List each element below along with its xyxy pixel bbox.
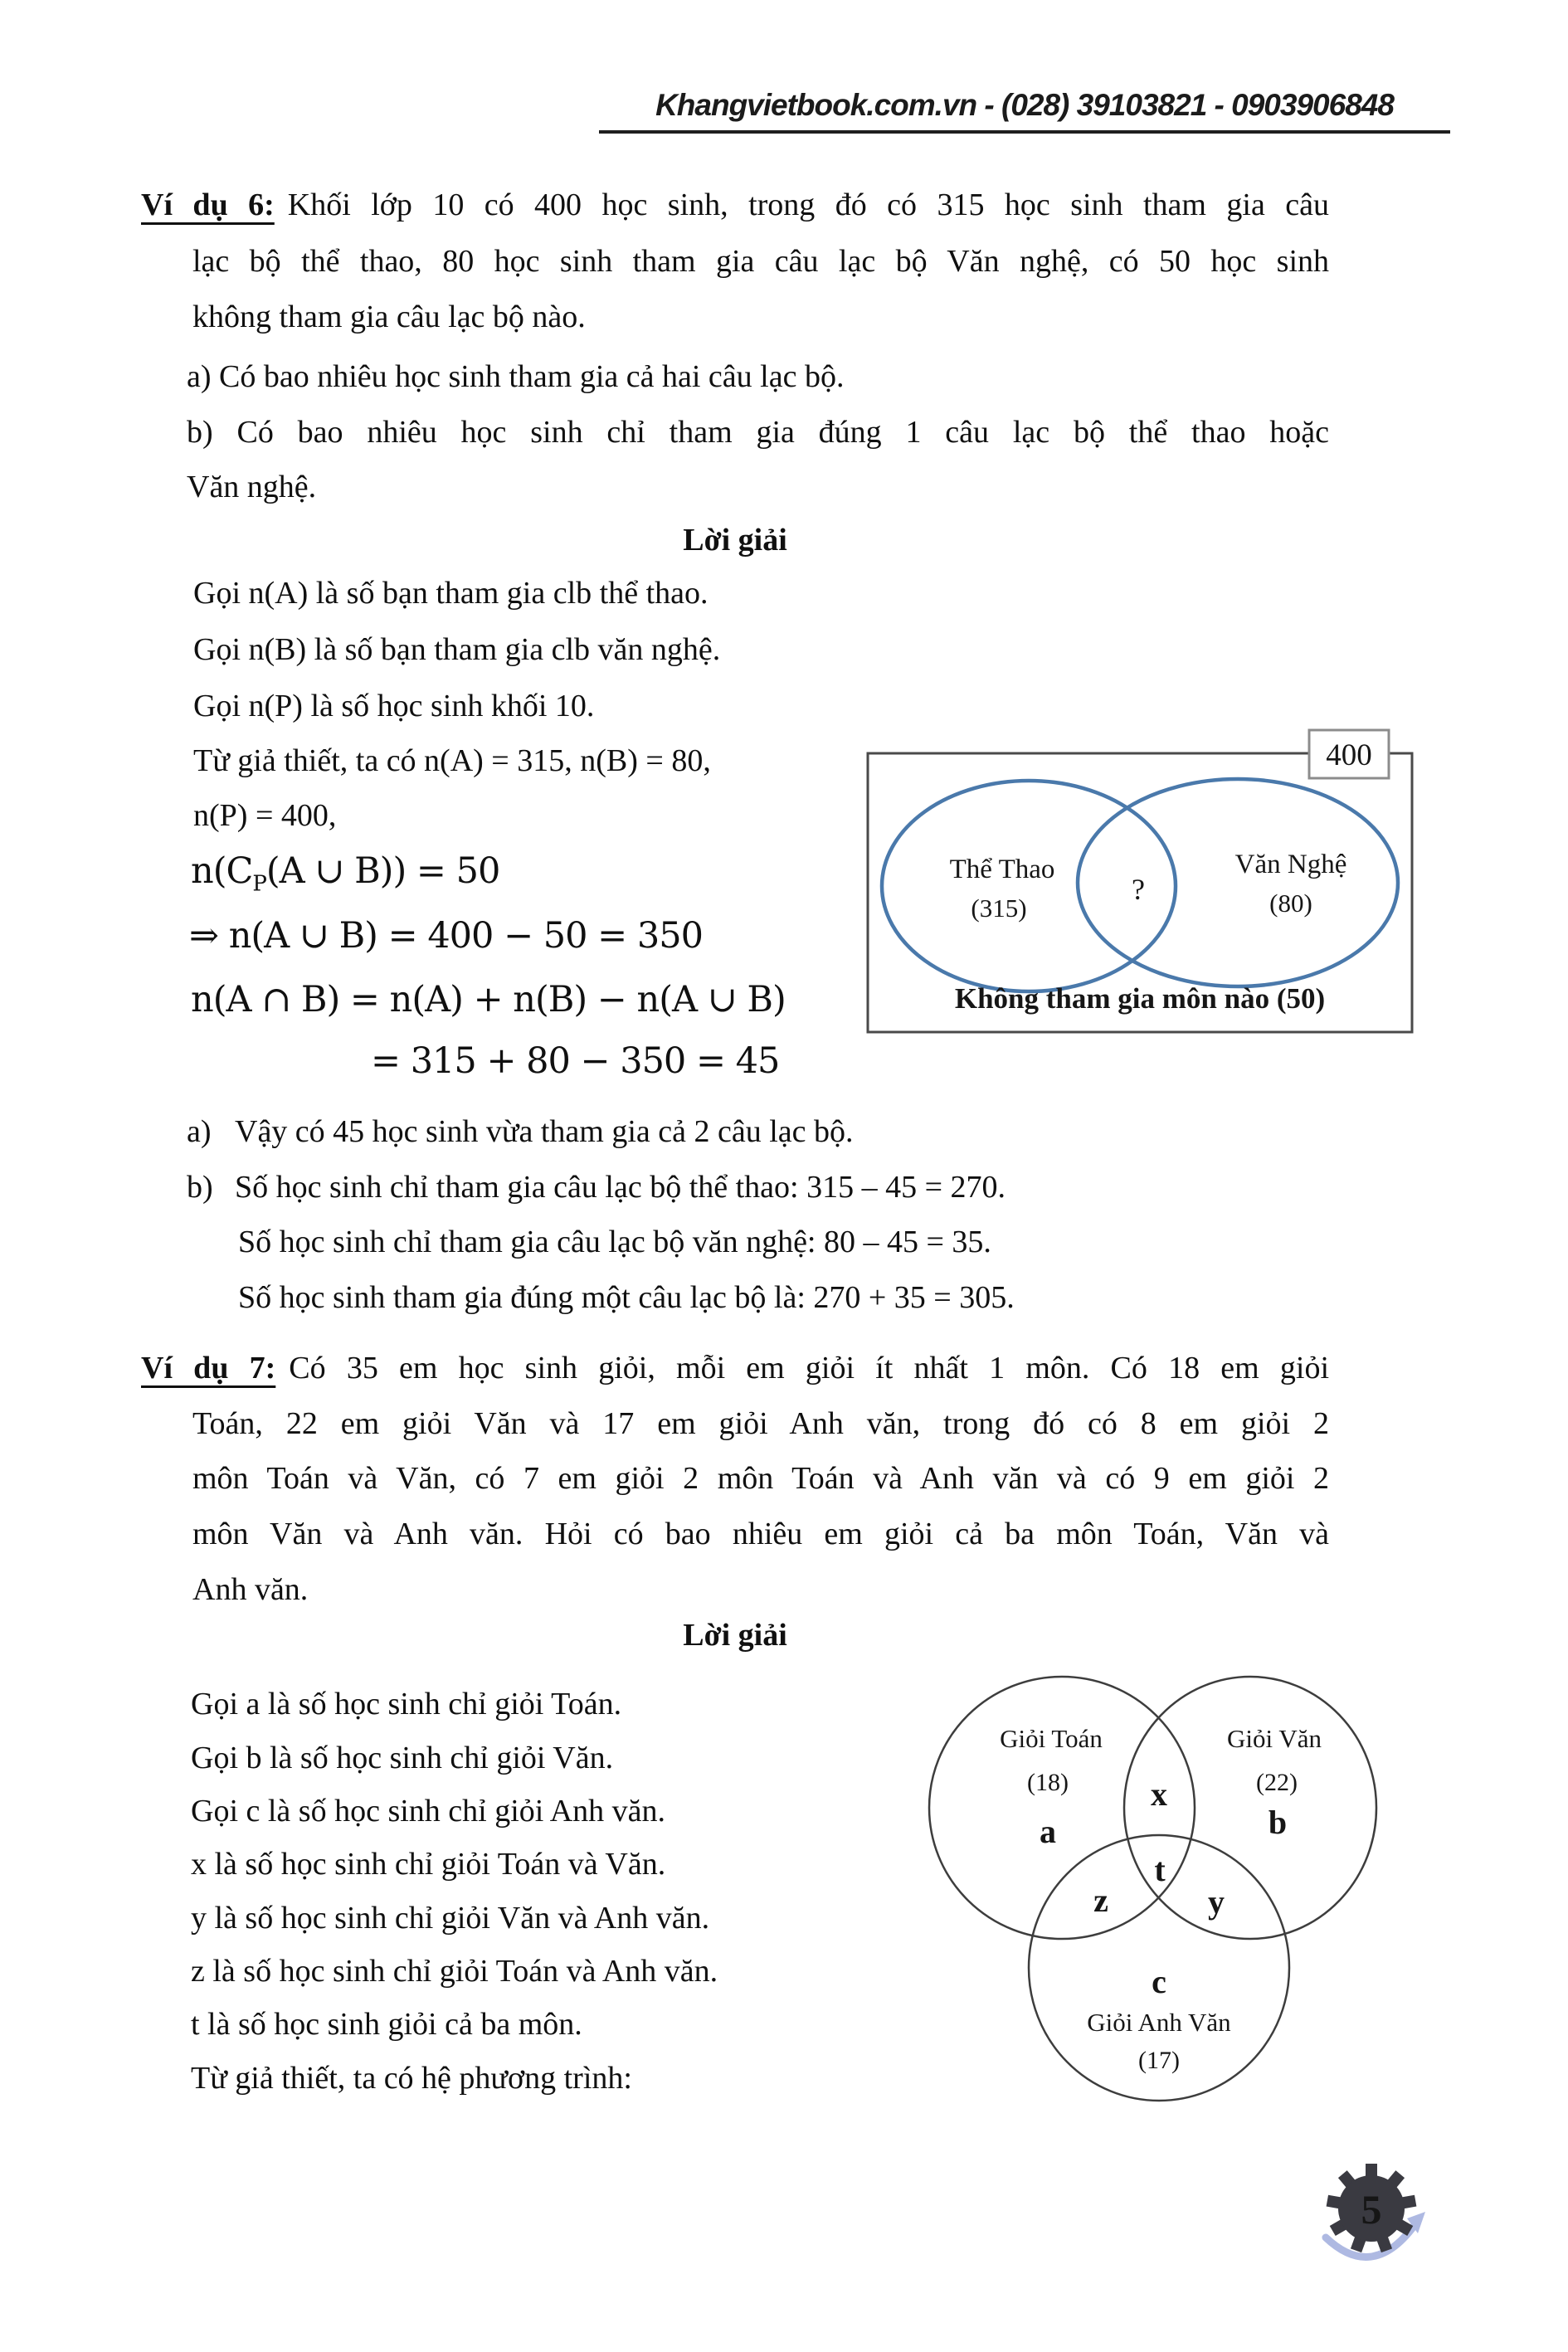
example6-item-b-cont: Văn nghệ. xyxy=(187,470,317,504)
example6-label: Ví dụ 6: xyxy=(141,187,275,222)
venn7-topright-count: (22) xyxy=(1256,1769,1298,1796)
solution6-result-b xyxy=(187,1168,1006,1206)
venn-diagram-two-sets xyxy=(863,723,1420,1042)
solution6-line: Từ giả thiết, ta có n(A) = 315, n(B) = 80, xyxy=(193,743,711,778)
solution7-line: Gọi a là số học sinh chỉ giỏi Toán. xyxy=(191,1687,622,1721)
venn6-intersection-label: ? xyxy=(1132,873,1145,906)
example7-line: Anh văn. xyxy=(192,1572,309,1607)
solution6-result-line: Số học sinh tham gia đúng một câu lạc bộ là: 270 + 35 = 305. xyxy=(238,1280,1015,1315)
example7-label: Ví dụ 7: xyxy=(141,1351,276,1385)
venn7-var-t: t xyxy=(1154,1851,1166,1888)
solution6-heading: Lời giải xyxy=(683,523,787,558)
venn6-outside-label: Không tham gia môn nào (50) xyxy=(954,982,1326,1015)
venn7-topright-title: Giỏi Văn xyxy=(1227,1724,1322,1753)
result-a-text: Vậy có 45 học sinh vừa tham gia cả 2 câu lạc bộ. xyxy=(235,1114,854,1149)
example6-text: Khối lớp 10 có 400 học sinh, trong đó có 315 học sinh tham gia câu xyxy=(287,187,1329,222)
example6-line: lạc bộ thể thao, 80 học sinh tham gia câu lạc bộ Văn nghệ, có 50 học sinh xyxy=(192,244,1329,279)
venn6-left-title: Thể Thao xyxy=(949,855,1055,884)
formula-result: = 315 + 80 − 350 = 45 xyxy=(371,1040,780,1082)
solution7-line: Gọi c là số học sinh chỉ giỏi Anh văn. xyxy=(191,1794,666,1829)
example7-line: môn Toán và Văn, có 7 em giỏi 2 môn Toán và Anh văn và có 9 em giỏi 2 xyxy=(192,1461,1329,1496)
venn7-topleft-count: (18) xyxy=(1027,1769,1069,1796)
page-number-badge xyxy=(1309,2150,1452,2298)
venn-diagram-three-sets xyxy=(913,1659,1424,2116)
result-a-marker: a) xyxy=(187,1114,212,1149)
venn7-var-c: c xyxy=(1152,1963,1166,2000)
solution6-result-line: Số học sinh chỉ tham gia câu lạc bộ văn nghệ: 80 – 45 = 35. xyxy=(238,1225,991,1259)
venn7-var-y: y xyxy=(1208,1883,1225,1921)
solution7-line: x là số học sinh chỉ giỏi Toán và Văn. xyxy=(191,1847,666,1882)
example6-item-b: b) Có bao nhiêu học sinh chỉ tham gia đúng 1 câu lạc bộ thể thao hoặc xyxy=(187,415,1329,450)
formula-complement xyxy=(191,850,499,898)
solution7-line: y là số học sinh chỉ giỏi Văn và Anh văn. xyxy=(191,1901,710,1936)
solution6-result-a xyxy=(187,1113,854,1151)
solution7-line: z là số học sinh chỉ giỏi Toán và Anh văn. xyxy=(191,1954,718,1989)
venn7-var-x: x xyxy=(1151,1775,1167,1813)
example7-line xyxy=(141,1349,1329,1387)
solution7-line: Gọi b là số học sinh chỉ giỏi Văn. xyxy=(191,1741,614,1775)
solution7-line: t là số học sinh giỏi cả ba môn. xyxy=(191,2007,582,2042)
venn7-bottom-count: (17) xyxy=(1138,2047,1180,2074)
example7-text: Có 35 em học sinh giỏi, mỗi em giỏi ít nhất 1 môn. Có 18 em giỏi xyxy=(289,1351,1330,1385)
formula-intersection: n(A ∩ B) = n(A) + n(B) − n(A ∪ B) xyxy=(191,979,786,1020)
example6-item-a: a) Có bao nhiêu học sinh tham gia cả hai câu lạc bộ. xyxy=(187,359,845,394)
venn7-bottom-title: Giỏi Anh Văn xyxy=(1087,2008,1231,2037)
venn6-right-count: (80) xyxy=(1269,889,1312,918)
example6-line xyxy=(141,186,1329,224)
formula-complement-post: (A ∪ B)) = 50 xyxy=(265,850,500,892)
page-number: 5 xyxy=(1361,2186,1382,2233)
solution6-line: Gọi n(A) là số bạn tham gia clb thể thao. xyxy=(193,576,709,611)
page-header-site-line: Khangvietbook.com.vn - (028) 39103821 - 0903906848 xyxy=(599,88,1450,134)
formula-union: ⇒ n(A ∪ B) = 400 − 50 = 350 xyxy=(189,915,703,957)
venn7-topleft-title: Giỏi Toán xyxy=(1000,1724,1103,1753)
venn6-total-label: 400 xyxy=(1326,738,1372,772)
example7-line: Toán, 22 em giỏi Văn và 17 em giỏi Anh văn, trong đó có 8 em giỏi 2 xyxy=(192,1406,1329,1441)
venn6-right-title: Văn Nghệ xyxy=(1234,850,1347,879)
venn7-var-b: b xyxy=(1268,1804,1288,1841)
result-b-marker: b) xyxy=(187,1170,213,1205)
solution6-line: Gọi n(B) là số bạn tham gia clb văn nghệ. xyxy=(193,632,721,667)
solution7-line: Từ giả thiết, ta có hệ phương trình: xyxy=(191,2061,632,2096)
example6-line: không tham gia câu lạc bộ nào. xyxy=(192,299,586,334)
solution6-line: Gọi n(P) là số học sinh khối 10. xyxy=(193,689,595,723)
example7-line: môn Văn và Anh văn. Hỏi có bao nhiêu em giỏi cả ba môn Toán, Văn và xyxy=(192,1517,1329,1551)
solution6-line: n(P) = 400, xyxy=(193,798,337,833)
formula-complement-sub: P xyxy=(252,871,266,897)
venn6-left-count: (315) xyxy=(971,894,1027,923)
venn7-var-a: a xyxy=(1040,1813,1056,1850)
formula-complement-pre: n(C xyxy=(191,850,253,892)
solution7-heading: Lời giải xyxy=(683,1618,787,1653)
venn7-var-z: z xyxy=(1093,1882,1108,1919)
result-b-text: Số học sinh chỉ tham gia câu lạc bộ thể thao: 315 – 45 = 270. xyxy=(235,1170,1006,1205)
